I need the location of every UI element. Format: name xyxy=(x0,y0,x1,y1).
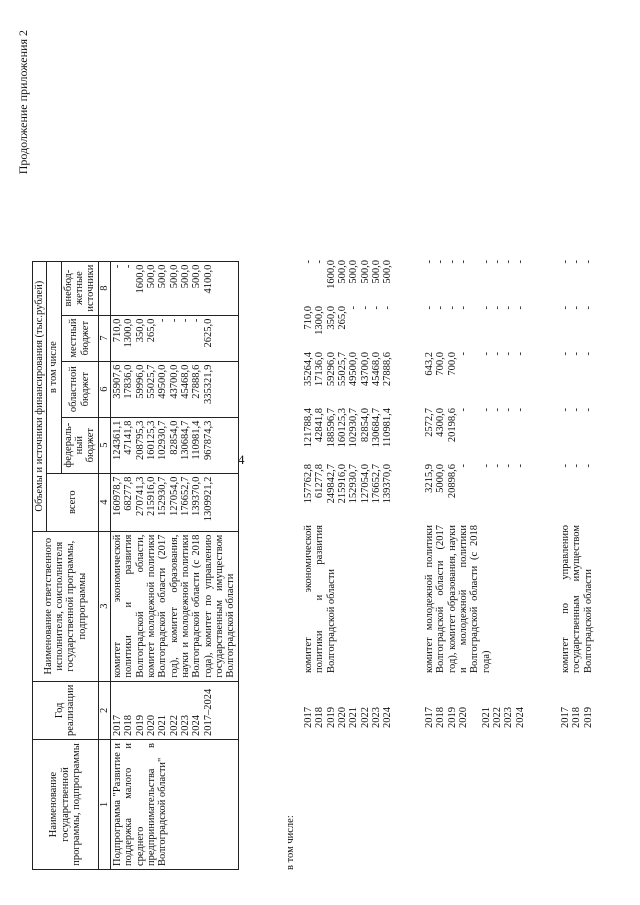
sub2-total-value xyxy=(469,464,480,520)
sub2-local-value: - xyxy=(503,306,515,310)
sub2-total-value: - xyxy=(514,464,526,468)
sub1-regional-value: 55025,7 xyxy=(336,352,348,387)
main-total-value: 215916,0 xyxy=(145,476,157,517)
sub2-years-value: 2023 xyxy=(503,707,515,728)
main-regional xyxy=(110,361,238,417)
main-total-value: 139370,0 xyxy=(191,476,203,517)
sub2-regional xyxy=(424,352,526,406)
index-2: 2 xyxy=(98,681,110,739)
header-including: в том числе xyxy=(47,261,61,473)
sub2-federal-value: - xyxy=(514,408,526,412)
index-1: 1 xyxy=(98,740,110,870)
header-year: Год реализации xyxy=(33,681,99,739)
sub2-federal-value: - xyxy=(457,408,469,412)
sub3-local xyxy=(560,306,594,350)
sub3-extra-value: - xyxy=(582,260,594,264)
sub3-regional-value: - xyxy=(571,352,583,356)
main-regional-value: 59996,0 xyxy=(134,364,146,399)
main-local xyxy=(110,315,238,361)
sub3-federal-value: - xyxy=(582,408,594,412)
main-federal-value: 967874,3 xyxy=(202,420,214,461)
sub2-local-value: - xyxy=(480,306,492,310)
page-number: 4 xyxy=(238,452,245,467)
sub1-regional-value: 45468,0 xyxy=(370,352,382,387)
index-7: 7 xyxy=(98,315,110,361)
sub3-local-value: - xyxy=(582,306,594,310)
sub2-executor: комитет молодежной политики Волгоградской области (2017 год), комитет образования, науки и молодежной политики Волгоградской области (с 2018 года) xyxy=(424,525,492,673)
main-years-value: 2017 xyxy=(111,715,123,736)
sub1-total-value: 127054,0 xyxy=(359,464,371,504)
main-total-value: 176652,7 xyxy=(179,476,191,517)
sub1-local-value: - xyxy=(370,306,382,310)
sub2-total-value: 5000,0 xyxy=(435,464,447,493)
sub2-years-value: 2021 xyxy=(480,707,492,728)
sub2-total-value: - xyxy=(480,464,492,468)
sub1-regional-value: 17136,0 xyxy=(314,352,326,387)
main-local-value: - xyxy=(179,318,191,323)
sub1-executor: комитет экономической политики и развития Волгоградской области xyxy=(303,525,337,673)
sub1-regional-value: 43700,0 xyxy=(359,352,371,387)
header-total: всего xyxy=(47,473,98,531)
main-extra-value: - xyxy=(111,264,123,269)
sub-block-3 xyxy=(560,110,620,870)
sub2-federal xyxy=(424,408,526,462)
sub1-total-value: 157762,8 xyxy=(303,464,314,504)
main-extra-value: 500,0 xyxy=(191,264,203,289)
sub1-federal-value: 42841,8 xyxy=(314,408,326,443)
sub2-local xyxy=(424,306,526,350)
sub2-local-value: - xyxy=(424,306,435,310)
main-federal xyxy=(110,417,238,473)
main-extra-value: 500,0 xyxy=(179,264,191,289)
sub1-years-value: 2023 xyxy=(370,707,382,728)
sub1-regional-value: 27888,6 xyxy=(382,352,394,387)
sub1-total-value: 61277,8 xyxy=(314,464,326,499)
sub1-extra-value: 1600,0 xyxy=(325,260,337,289)
main-regional-value: 27888,6 xyxy=(191,364,203,399)
sub2-regional-value: 643,2 xyxy=(424,352,435,376)
sub3-local-value: - xyxy=(571,306,583,310)
sub2-federal-value xyxy=(469,408,480,462)
sub1-federal-value: 102930,7 xyxy=(348,408,360,448)
sub3-years xyxy=(560,683,594,728)
sub2-federal-value: - xyxy=(503,408,515,412)
main-local-value: 265,0 xyxy=(145,318,157,343)
index-4: 4 xyxy=(98,473,110,531)
sub3-total-value: - xyxy=(560,464,571,468)
main-years-value: 2024 xyxy=(191,715,203,736)
sub2-regional-value xyxy=(469,352,480,406)
sub1-total-value: 176652,7 xyxy=(370,464,382,504)
sub3-regional-value: - xyxy=(560,352,571,356)
financing-table xyxy=(32,261,239,870)
sub1-total-value: 139370,0 xyxy=(382,464,394,504)
main-years-value: 2020 xyxy=(145,715,157,736)
main-extra-value: 1600,0 xyxy=(134,264,146,294)
sub3-total xyxy=(560,464,594,520)
sub1-total-value: 152930,7 xyxy=(348,464,360,504)
sub1-years-value: 2018 xyxy=(314,707,326,728)
sub2-extra-value: - xyxy=(491,260,503,264)
sub1-extra-value: - xyxy=(303,260,314,264)
sub3-total-value: - xyxy=(571,464,583,468)
sub2-local-value: - xyxy=(446,306,458,310)
main-regional-value: 17836,0 xyxy=(123,364,135,399)
sub2-regional-value: - xyxy=(503,352,515,356)
sub1-extra xyxy=(303,260,394,304)
sub1-extra-value: 500,0 xyxy=(359,260,371,284)
sub2-years-value: 2020 xyxy=(457,707,469,728)
main-years-value: 2022 xyxy=(168,715,180,736)
sub1-total-value: 249842,7 xyxy=(325,464,337,504)
sub2-years-value: 2022 xyxy=(491,707,503,728)
main-local-value: - xyxy=(168,318,180,323)
header-federal: федераль-ный бюджет xyxy=(61,417,98,473)
main-years xyxy=(110,681,238,739)
sub1-total xyxy=(303,464,394,520)
main-regional-value: 35907,6 xyxy=(111,364,123,399)
sub2-regional-value: - xyxy=(457,352,469,356)
main-regional-value: 45468,0 xyxy=(179,364,191,399)
main-extra-value: 500,0 xyxy=(145,264,157,289)
main-extra-value: 500,0 xyxy=(168,264,180,289)
main-regional-value: 43700,0 xyxy=(168,364,180,399)
sub1-local-value: - xyxy=(348,306,360,310)
sub2-extra-value: - xyxy=(503,260,515,264)
sub2-federal-value: - xyxy=(491,408,503,412)
sub2-regional-value: 700,0 xyxy=(435,352,447,376)
main-years-value: 2018 xyxy=(123,715,135,736)
sub3-local-value: - xyxy=(560,306,571,310)
sub1-local-value: 710,0 xyxy=(303,306,314,330)
including-label: в том числе: xyxy=(285,815,296,870)
table-row-main xyxy=(110,261,238,869)
main-local-value: 2625,0 xyxy=(202,318,214,348)
sub2-years-value: 2018 xyxy=(435,707,447,728)
sub2-total-value: 3215,9 xyxy=(424,464,435,493)
sub1-years-value: 2022 xyxy=(359,707,371,728)
main-extra xyxy=(110,261,238,315)
main-total-value: 68277,8 xyxy=(123,476,135,511)
sub1-years-value: 2021 xyxy=(348,707,360,728)
sub2-years-value: 2017 xyxy=(424,707,435,728)
sub2-local-value: - xyxy=(514,306,526,310)
sub2-local-value: - xyxy=(435,306,447,310)
main-extra-value: 4100,0 xyxy=(202,264,214,294)
sub2-federal-value: 4300,0 xyxy=(435,408,447,437)
sub2-local-value: - xyxy=(491,306,503,310)
main-total xyxy=(110,473,238,531)
main-federal-value: 82854,0 xyxy=(168,420,180,455)
sub3-regional xyxy=(560,352,594,406)
sub2-total xyxy=(424,464,526,520)
sub3-federal-value: - xyxy=(571,408,583,412)
sub2-extra xyxy=(424,260,526,304)
sub-block-2 xyxy=(424,110,554,870)
main-federal-value: 124361,1 xyxy=(111,420,123,461)
sub2-extra-value: - xyxy=(457,260,469,264)
main-total-value: 270741,3 xyxy=(134,476,146,517)
sub1-federal-value: 82854,0 xyxy=(359,408,371,443)
main-federal-value: 102930,7 xyxy=(157,420,169,461)
sub2-years-value: 2024 xyxy=(514,707,526,728)
main-local-value: 350,0 xyxy=(134,318,146,343)
header-volumes: Объемы и источники финансирования (тыс.рублей) xyxy=(33,261,47,531)
sub2-extra-value: - xyxy=(424,260,435,264)
sub2-total-value: 20898,6 xyxy=(446,464,458,499)
sub2-federal-value: 20198,6 xyxy=(446,408,458,443)
main-local-value: 710,0 xyxy=(111,318,123,343)
main-years-value: 2021 xyxy=(157,715,169,736)
main-regional-value: 55025,7 xyxy=(145,364,157,399)
header-program-name: Наименование государственной программы, подпрограммы xyxy=(33,740,99,870)
sub3-extra-value: - xyxy=(560,260,571,264)
main-total-value: 1309921,2 xyxy=(202,476,214,522)
main-extra-value: - xyxy=(123,264,135,269)
sub3-federal xyxy=(560,408,594,462)
sub1-years-value: 2024 xyxy=(382,707,394,728)
main-federal-value: 130684,7 xyxy=(179,420,191,461)
index-6: 6 xyxy=(98,361,110,417)
sub1-local xyxy=(303,306,394,350)
sub2-local-value: - xyxy=(457,306,469,310)
continuation-label: Продолжение приложения 2 xyxy=(16,30,30,175)
sub1-local-value: - xyxy=(382,306,394,310)
sub1-regional-value: 49500,0 xyxy=(348,352,360,387)
header-extra: внебюд-жетные источники xyxy=(61,261,98,315)
sub1-years-value: 2019 xyxy=(325,707,337,728)
sub1-regional-value: 59296,0 xyxy=(325,352,337,387)
sub2-extra-value: - xyxy=(446,260,458,264)
sub2-total-value: - xyxy=(491,464,503,468)
main-years-value: 2023 xyxy=(179,715,191,736)
sub1-total-value: 215916,0 xyxy=(336,464,348,504)
main-total-value: 160978,7 xyxy=(111,476,123,517)
sub1-local-value: 350,0 xyxy=(325,306,337,330)
sub3-years-value: 2019 xyxy=(582,707,594,728)
sub2-total-value: - xyxy=(503,464,515,468)
main-regional-value: 49500,0 xyxy=(157,364,169,399)
main-extra-value: 500,0 xyxy=(157,264,169,289)
sub2-federal-value: 2572,7 xyxy=(424,408,435,437)
sub1-federal-value: 160125,3 xyxy=(336,408,348,448)
sub1-extra-value: 500,0 xyxy=(336,260,348,284)
main-years-value: 2017–2024 xyxy=(202,688,214,736)
sub1-years xyxy=(303,683,394,728)
sub1-local-value: - xyxy=(359,306,371,310)
sub2-total-value: - xyxy=(457,464,469,468)
main-local-value: - xyxy=(157,318,169,323)
header-local: местный бюджет xyxy=(61,315,98,361)
sub3-years-value: 2018 xyxy=(571,707,583,728)
sub1-federal-value: 110981,4 xyxy=(382,408,394,447)
sub1-years-value: 2020 xyxy=(336,707,348,728)
sub3-executor: комитет по управлению государственным имуществом Волгоградской области xyxy=(560,525,594,673)
header-regional: областной бюджет xyxy=(61,361,98,417)
sub1-extra-value: 500,0 xyxy=(348,260,360,284)
sub3-regional-value: - xyxy=(582,352,594,356)
index-3: 3 xyxy=(98,531,110,681)
main-years-value: 2019 xyxy=(134,715,146,736)
sub2-regional-value: - xyxy=(491,352,503,356)
sub2-extra-value: - xyxy=(514,260,526,264)
sub3-extra xyxy=(560,260,594,304)
sub-block-1 xyxy=(303,110,413,870)
main-total-value: 152930,7 xyxy=(157,476,169,517)
sub1-federal-value: 121788,4 xyxy=(303,408,314,448)
sub2-extra-value xyxy=(469,260,480,304)
sub1-federal xyxy=(303,408,394,462)
main-total-value: 127054,0 xyxy=(168,476,180,517)
sub2-federal-value: - xyxy=(480,408,492,412)
sub1-local-value: 265,0 xyxy=(336,306,348,330)
sub3-extra-value: - xyxy=(571,260,583,264)
sub2-regional-value: - xyxy=(480,352,492,356)
sub2-years xyxy=(424,683,526,728)
index-5: 5 xyxy=(98,417,110,473)
sub1-local-value: 1300,0 xyxy=(314,306,326,335)
sub2-years-value: 2019 xyxy=(446,707,458,728)
sub1-federal-value: 188596,7 xyxy=(325,408,337,448)
main-local-value: - xyxy=(191,318,203,323)
main-executor: комитет экономической политики и развития Волгоградской области, комитет молодежной политики Волгоградской области (2017 год), комитет образования, науки и молодежной политики Волгоградской области (с 2018 года), комитет по управлению государственным имуществом Волгоградской области xyxy=(110,531,238,681)
sub2-local-value xyxy=(469,306,480,350)
main-regional-value: 335321,9 xyxy=(202,364,214,405)
sub3-total-value: - xyxy=(582,464,594,468)
sub2-regional-value: - xyxy=(514,352,526,356)
main-local-value: 1300,0 xyxy=(123,318,135,348)
sub2-years-value xyxy=(469,683,480,728)
sub3-years-value: 2017 xyxy=(560,707,571,728)
subprogram-name: Подпрограмма "Развитие и поддержка малого и среднего предпринимательства в Волгоградской области" xyxy=(110,740,238,870)
sub1-federal-value: 130684,7 xyxy=(370,408,382,448)
main-federal-value: 160125,3 xyxy=(145,420,157,461)
main-federal-value: 110981,4 xyxy=(191,420,203,460)
sub2-extra-value: - xyxy=(435,260,447,264)
sub2-extra-value: - xyxy=(480,260,492,264)
header-executor: Наименование ответственного исполнителя, соисполнителя государственной программы, подпрограммы xyxy=(33,531,99,681)
sub2-regional-value: 700,0 xyxy=(446,352,458,376)
sub1-regional xyxy=(303,352,394,406)
main-federal-value: 47141,8 xyxy=(123,420,135,455)
main-federal-value: 208795,3 xyxy=(134,420,146,461)
sub3-federal-value: - xyxy=(560,408,571,412)
index-8: 8 xyxy=(98,261,110,315)
sub1-extra-value: 500,0 xyxy=(370,260,382,284)
sub1-years-value: 2017 xyxy=(303,707,314,728)
sub1-extra-value: - xyxy=(314,260,326,264)
sub1-regional-value: 35264,4 xyxy=(303,352,314,387)
sub1-extra-value: 500,0 xyxy=(382,260,394,284)
